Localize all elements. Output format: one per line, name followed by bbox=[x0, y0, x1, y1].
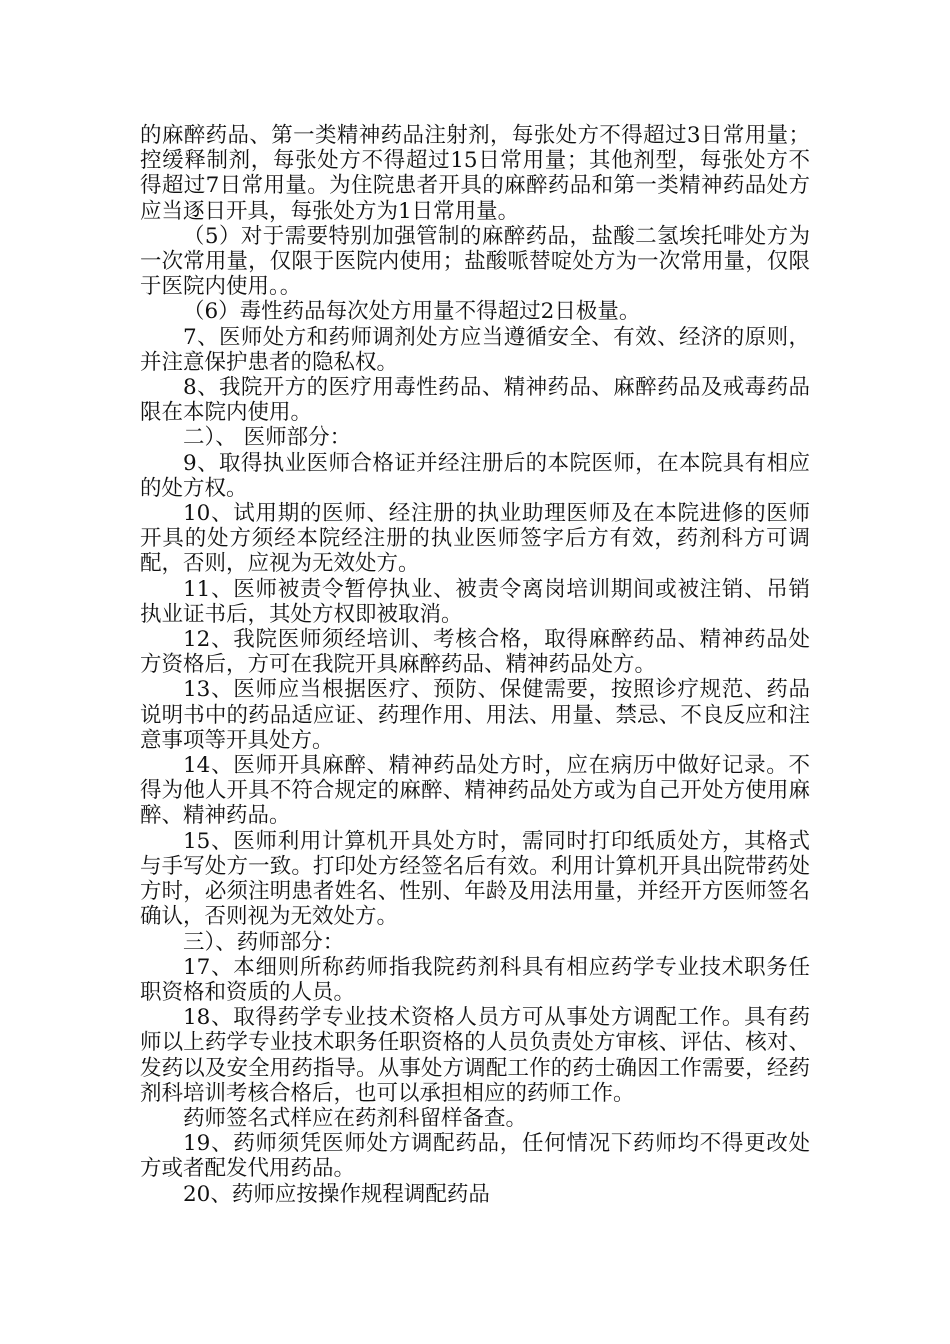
paragraph-rule-11: 11、医师被责令暂停执业、被责令离岗培训期间或被注销、吊销执业证书后，其处方权即被取消。 bbox=[140, 576, 810, 627]
paragraph-rule-7: 7、医师处方和药师调剂处方应当遵循安全、有效、经济的原则，并注意保护患者的隐私权。 bbox=[140, 324, 810, 375]
paragraph-signature-sample: 药师签名式样应在药剂科留样备查。 bbox=[183, 1105, 528, 1131]
paragraph-item-6: （6）毒性药品每次处方用量不得超过2日极量。 bbox=[183, 299, 641, 325]
paragraph-rule-8: 8、我院开方的医疗用毒性药品、精神药品、麻醉药品及戒毒药品限在本院内使用。 bbox=[140, 375, 810, 426]
section-heading-pharmacists: 三）、药师部分： bbox=[183, 929, 345, 955]
paragraph-item-5: （5）对于需要特别加强管制的麻醉药品，盐酸二氢埃托啡处方为一次常用量，仅限于医院内使用；盐酸哌替啶处方为一次常用量，仅限于医院内使用。。 bbox=[140, 223, 810, 300]
paragraph-rule-9: 9、取得执业医师合格证并经注册后的本院医师，在本院具有相应的处方权。 bbox=[140, 450, 810, 501]
paragraph-rule-20: 20、药师应按操作规程调配药品 bbox=[183, 1181, 490, 1207]
section-heading-physicians: 二）、 医师部分： bbox=[183, 425, 352, 451]
paragraph-narcotic-dosage-limits: 的麻醉药品、第一类精神药品注射剂，每张处方不得超过3日常用量；控缓释制剂，每张处方不得超过15日常用量；其他剂型，每张处方不得超过7日常用量。为住院患者开具的麻醉药品和第一类精神药品处方应当逐日开具，每张处方为1日常用量。 bbox=[140, 123, 810, 224]
paragraph-rule-12: 12、我院医师须经培训、考核合格，取得麻醉药品、精神药品处方资格后，方可在我院开具麻醉药品、精神药品处方。 bbox=[140, 627, 810, 678]
paragraph-rule-19: 19、药师须凭医师处方调配药品，任何情况下药师均不得更改处方或者配发代用药品。 bbox=[140, 1131, 810, 1182]
paragraph-rule-10: 10、试用期的医师、经注册的执业助理医师及在本院进修的医师开具的处方须经本院经注册的执业医师签字后方有效，药剂科方可调配，否则，应视为无效处方。 bbox=[140, 501, 810, 577]
paragraph-rule-13: 13、医师应当根据医疗、预防、保健需要，按照诊疗规范、药品说明书中的药品适应证、药理作用、用法、用量、禁忌、不良反应和注意事项等开具处方。 bbox=[140, 677, 810, 753]
paragraph-rule-18: 18、取得药学专业技术资格人员方可从事处方调配工作。具有药师以上药学专业技术职务任职资格的人员负责处方审核、评估、核对、发药以及安全用药指导。从事处方调配工作的药士确因工作需要，经药剂科培训考核合格后，也可以承担相应的药师工作。 bbox=[140, 1005, 810, 1106]
paragraph-rule-14: 14、医师开具麻醉、精神药品处方时，应在病历中做好记录。不得为他人开具不符合规定的麻醉、精神药品处方或为自己开处方使用麻醉、精神药品。 bbox=[140, 753, 810, 829]
paragraph-rule-17: 17、本细则所称药师指我院药剂科具有相应药学专业技术职务任职资格和资质的人员。 bbox=[140, 954, 810, 1005]
paragraph-rule-15: 15、医师利用计算机开具处方时，需同时打印纸质处方，其格式与手写处方一致。打印处方经签名后有效。利用计算机开具出院带药处方时，必须注明患者姓名、性别、年龄及用法用量，并经开方医师签名确认，否则视为无效处方。 bbox=[140, 828, 810, 930]
document-page bbox=[140, 123, 810, 1207]
